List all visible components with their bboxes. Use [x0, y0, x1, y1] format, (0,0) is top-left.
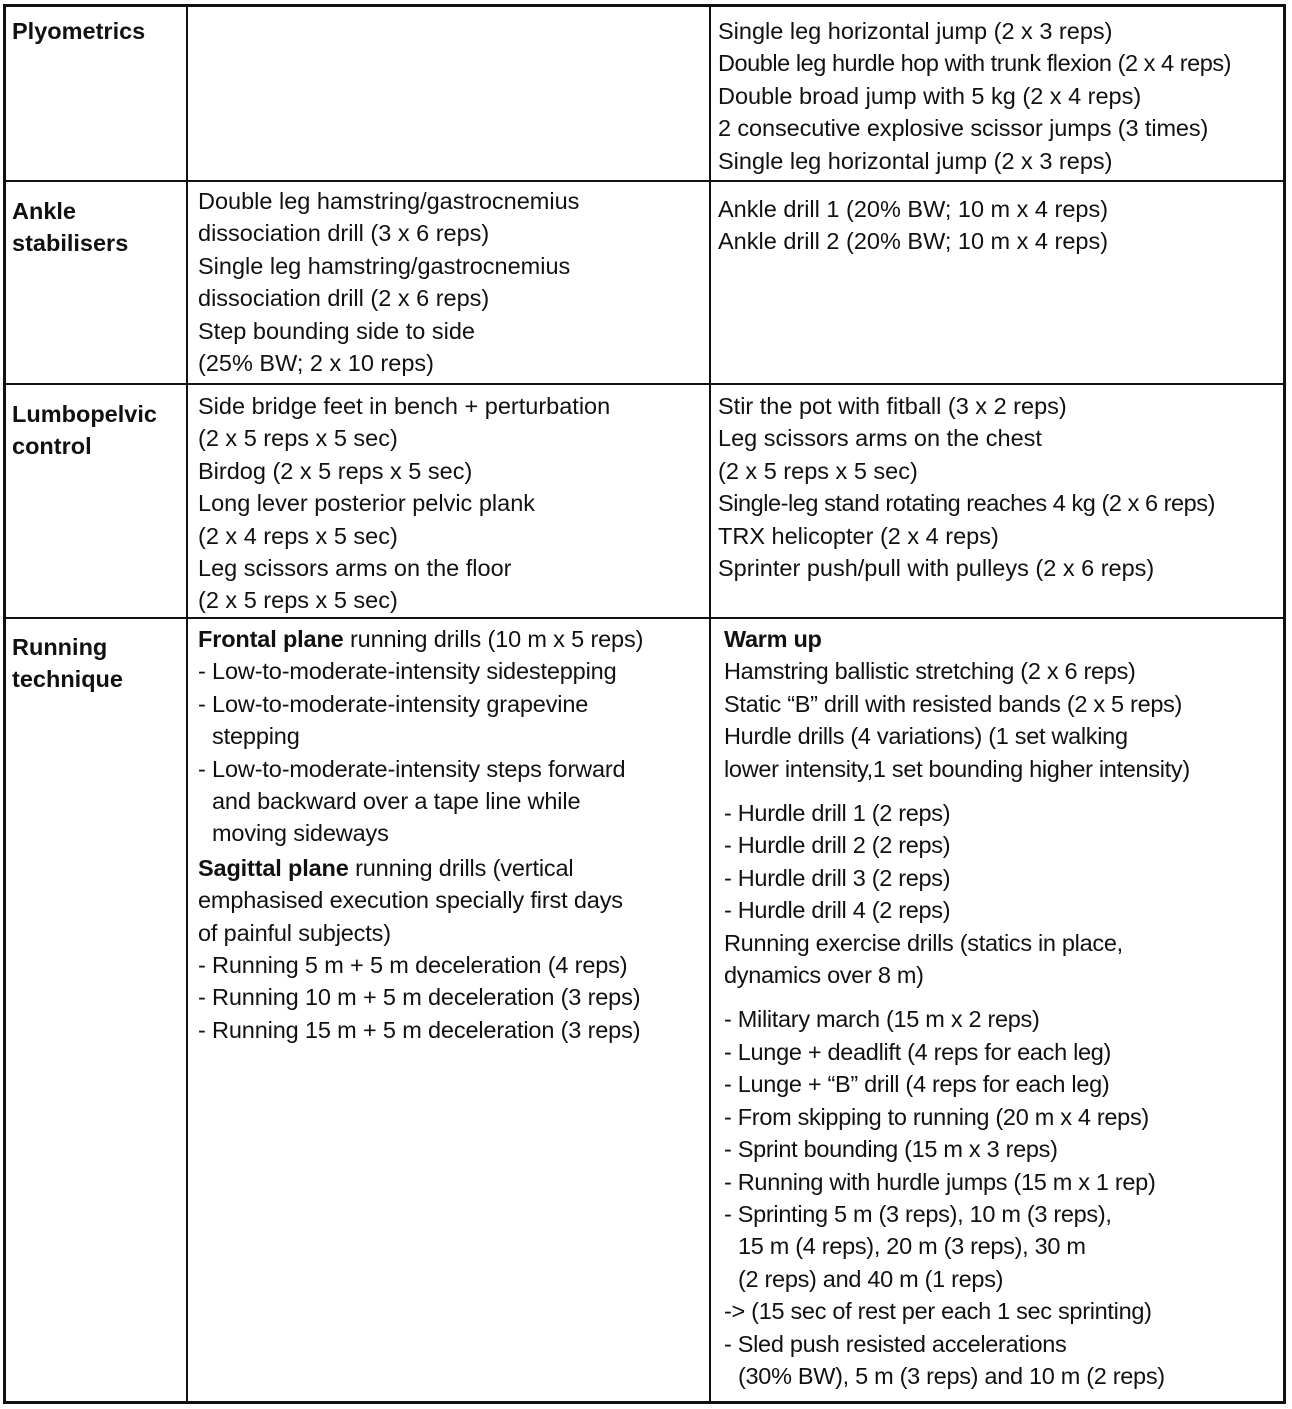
list-item: dynamics over 8 m) — [724, 962, 924, 989]
category-running-technique — [6, 623, 186, 695]
list-item: dissociation drill (2 x 6 reps) — [198, 285, 490, 312]
column-divider-1 — [186, 7, 188, 1401]
ankle-phase2 — [718, 193, 1108, 258]
list-item: emphasised execution specially first days — [198, 887, 623, 914]
list-item: (2 x 4 reps x 5 sec) — [198, 522, 398, 549]
lumbopelvic-phase2 — [718, 390, 1215, 584]
list-item: Single leg horizontal jump (2 x 3 reps) — [718, 18, 1113, 44]
list-item: -> (15 sec of rest per each 1 sec sprinting) — [724, 1298, 1152, 1325]
list-item: Hamstring ballistic stretching (2 x 6 reps) — [724, 658, 1136, 685]
category-line: stabilisers — [12, 230, 129, 256]
list-item: - Low-to-moderate-intensity sidestepping — [198, 658, 617, 685]
list-item: - Sled push resisted accelerations — [724, 1330, 1067, 1357]
list-item: Stir the pot with fitball (3 x 2 reps) — [718, 393, 1067, 419]
list-item: of painful subjects) — [198, 919, 391, 946]
list-item: 15 m (4 reps), 20 m (3 reps), 30 m — [738, 1233, 1086, 1260]
list-item: Leg scissors arms on the chest — [718, 425, 1042, 452]
category-line: Running — [12, 634, 108, 660]
list-item: - Sprinting 5 m (3 reps), 10 m (3 reps), — [724, 1200, 1112, 1227]
category-lumbopelvic-control — [6, 390, 186, 462]
warm-up-heading: Warm up — [724, 626, 822, 652]
frontal-plane-rest: running drills (10 m x 5 reps) — [343, 626, 644, 652]
sagittal-plane-bold: Sagittal plane — [198, 854, 349, 881]
list-item: Double broad jump with 5 kg (2 x 4 reps) — [718, 82, 1142, 109]
list-item: Ankle drill 1 (20% BW; 10 m x 4 reps) — [718, 196, 1109, 222]
list-item: (30% BW), 5 m (3 reps) and 10 m (2 reps) — [738, 1362, 1165, 1389]
list-item: Sprinter push/pull with pulleys (2 x 6 reps) — [718, 555, 1155, 582]
list-item: - Hurdle drill 1 (2 reps) — [724, 800, 951, 827]
list-item: 2 consecutive explosive scissor jumps (3 times) — [718, 115, 1209, 142]
list-item: moving sideways — [212, 820, 389, 847]
list-item: - From skipping to running (20 m x 4 reps) — [724, 1103, 1149, 1130]
list-item: Ankle drill 2 (20% BW; 10 m x 4 reps) — [718, 228, 1109, 255]
category-line: Plyometrics — [12, 18, 146, 44]
list-item: Leg scissors arms on the floor — [198, 555, 512, 582]
category-line: control — [12, 433, 92, 459]
list-item: - Running 15 m + 5 m deceleration (3 reps) — [198, 1016, 641, 1043]
running-phase1 — [198, 623, 643, 1046]
list-item: - Low-to-moderate-intensity grapevine — [198, 690, 589, 717]
list-item: (2 reps) and 40 m (1 reps) — [738, 1265, 1004, 1292]
list-item: Running exercise drills (statics in place, — [724, 929, 1123, 956]
list-item: - Hurdle drill 3 (2 reps) — [724, 864, 951, 891]
frontal-plane-bold: Frontal plane — [198, 626, 344, 652]
list-item: Single leg horizontal jump (2 x 3 reps) — [718, 147, 1113, 174]
category-line: Lumbopelvic — [12, 401, 157, 427]
sagittal-plane-heading — [198, 852, 643, 884]
list-item: - Low-to-moderate-intensity steps forward — [198, 755, 626, 782]
ankle-phase1 — [198, 185, 579, 379]
list-item: (2 x 5 reps x 5 sec) — [718, 457, 918, 484]
lumbopelvic-phase1 — [198, 390, 610, 617]
list-item: - Sprint bounding (15 m x 3 reps) — [724, 1136, 1058, 1163]
plyometrics-phase2 — [718, 15, 1231, 177]
exercise-table — [3, 4, 1286, 1404]
list-item: - Running 5 m + 5 m deceleration (4 reps) — [198, 952, 628, 979]
list-item: - Military march (15 m x 2 reps) — [724, 1006, 1040, 1033]
category-ankle-stabilisers — [6, 187, 186, 259]
list-item: - Hurdle drill 2 (2 reps) — [724, 832, 951, 859]
list-item: Single-leg stand rotating reaches 4 kg (2 x 6 reps) — [718, 490, 1215, 517]
row-divider-2 — [6, 383, 1283, 385]
list-item: Single leg hamstring/gastrocnemius — [198, 252, 571, 279]
list-item: - Hurdle drill 4 (2 reps) — [724, 897, 951, 924]
list-item: TRX helicopter (2 x 4 reps) — [718, 522, 999, 549]
list-item: - Running with hurdle jumps (15 m x 1 rep) — [724, 1168, 1156, 1195]
category-line: Ankle — [12, 198, 76, 224]
list-item: - Lunge + deadlift (4 reps for each leg) — [724, 1038, 1112, 1065]
list-item: lower intensity,1 set bounding higher intensity) — [724, 755, 1190, 782]
list-item: (2 x 5 reps x 5 sec) — [198, 587, 398, 614]
column-divider-2 — [709, 7, 711, 1401]
list-item: - Lunge + “B” drill (4 reps for each leg) — [724, 1071, 1110, 1098]
list-item: Double leg hurdle hop with trunk flexion (2 x 4 reps) — [718, 50, 1232, 77]
list-item: Double leg hamstring/gastrocnemius — [198, 188, 580, 214]
frontal-plane-heading — [198, 623, 643, 655]
list-item: Hurdle drills (4 variations) (1 set walking — [724, 723, 1128, 750]
running-phase2 — [724, 623, 1190, 1392]
list-item: and backward over a tape line while — [212, 788, 581, 815]
list-item: (2 x 5 reps x 5 sec) — [198, 425, 398, 452]
row-divider-3 — [6, 617, 1283, 619]
list-item: stepping — [212, 723, 300, 750]
category-line: technique — [12, 666, 123, 692]
list-item: - Running 10 m + 5 m deceleration (3 reps) — [198, 984, 641, 1011]
row-divider-1 — [6, 180, 1283, 182]
list-item: Static “B” drill with resisted bands (2 x 5 reps) — [724, 690, 1183, 717]
list-item: (25% BW; 2 x 10 reps) — [198, 350, 434, 377]
list-item: Side bridge feet in bench + perturbation — [198, 393, 611, 419]
category-plyometrics — [6, 7, 186, 47]
list-item: Birdog (2 x 5 reps x 5 sec) — [198, 457, 473, 484]
list-item: Step bounding side to side — [198, 317, 475, 344]
list-item: dissociation drill (3 x 6 reps) — [198, 220, 490, 247]
list-item: Long lever posterior pelvic plank — [198, 490, 536, 517]
sagittal-plane-rest: running drills (vertical — [348, 854, 574, 881]
